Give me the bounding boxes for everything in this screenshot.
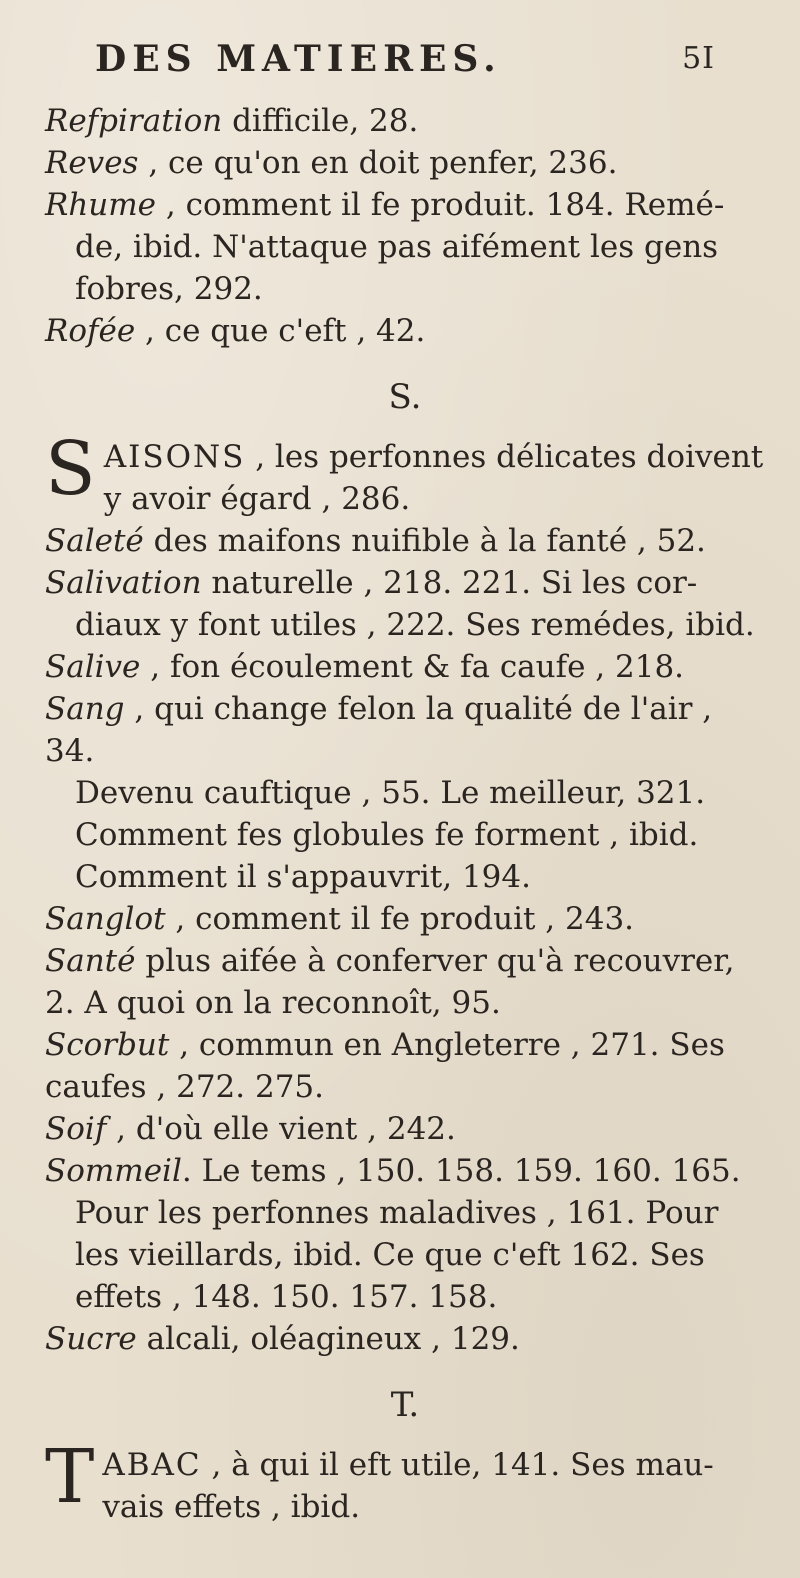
index-entry: [45, 940, 765, 1024]
index-entry: [45, 688, 765, 898]
entry-text: , qui change felon la qualité de l'air , 34.: [45, 691, 713, 769]
entry-continuation: Devenu cauftique , 55. Le meilleur, 321. Comment fes globules fe forment , ibid. Comment il s'appauvrit, 194.: [75, 775, 706, 895]
lead-word: ABAC: [102, 1447, 202, 1483]
entry-text: , ce qu'on en doit penfer, 236.: [138, 145, 618, 181]
index-entry: [45, 1024, 765, 1108]
header-title: DES MATIERES.: [95, 38, 502, 80]
entry-text: , les perfonnes délicates doivent: [245, 439, 764, 475]
entry-continuation: vais effets , ibid.: [102, 1489, 361, 1525]
entry-headword: Sang: [45, 691, 125, 727]
entry-continuation: y avoir égard , 286.: [103, 481, 411, 517]
index-entry: [45, 100, 765, 142]
entry-headword: Soif: [45, 1111, 107, 1147]
index-entry: [45, 520, 765, 562]
entry-text: , comment il fe produit , 243.: [165, 901, 635, 937]
entry-headword: Scorbut: [45, 1027, 170, 1063]
entry-headword: Reves: [45, 145, 139, 181]
drop-cap: T: [45, 1434, 95, 1520]
index-entry: [45, 898, 765, 940]
index-entry: [45, 1150, 765, 1318]
index-entry: [45, 184, 765, 310]
entry-text: , fon écoulement & fa caufe , 218.: [140, 649, 685, 685]
index-entry: [45, 1108, 765, 1150]
index-entry: [45, 562, 765, 646]
entry-headword: Salive: [45, 649, 141, 685]
entry-text: naturelle , 218. 221. Si les cor-: [201, 565, 698, 601]
index-entry: [45, 1318, 765, 1360]
section-letter-t: T.: [390, 1385, 420, 1425]
entry-text: plus aifée à conferver qu'à recouvrer, 2. A quoi on la reconnoît, 95.: [45, 943, 735, 1021]
entry-text: des maifons nuifible à la fanté , 52.: [143, 523, 706, 559]
index-entry: [45, 646, 765, 688]
index-body: [45, 100, 765, 1528]
entry-text: , d'où elle vient , 242.: [106, 1111, 456, 1147]
entry-continuation: diaux y font utiles , 222. Ses remédes, ibid.: [75, 607, 755, 643]
page-number: 5I: [682, 41, 715, 76]
drop-cap: S: [45, 426, 96, 512]
entry-text: . Le tems , 150. 158. 159. 160. 165.: [181, 1153, 741, 1189]
entry-headword: Saleté: [45, 523, 144, 559]
entry-headword: Sanglot: [45, 901, 166, 937]
entry-headword: Salivation: [45, 565, 202, 601]
entry-text: , ce que c'eft , 42.: [135, 313, 426, 349]
entry-headword: Sucre: [45, 1321, 137, 1357]
index-entry: [45, 142, 765, 184]
entry-headword: Refpiration: [45, 103, 223, 139]
section-letter-s: S.: [388, 377, 422, 417]
entry-text: , commun en Angleterre , 271. Ses caufes , 272. 275.: [45, 1027, 725, 1105]
entry-headword: Sommeil: [45, 1153, 182, 1189]
entry-headword: Rofée: [45, 313, 136, 349]
entry-continuation: de, ibid. N'attaque pas aifément les gens fobres, 292.: [75, 229, 719, 307]
index-entry: [45, 310, 765, 352]
running-header: [95, 38, 715, 81]
entry-text: difficile, 28.: [222, 103, 419, 139]
entry-text: alcali, oléagineux , 129.: [136, 1321, 520, 1357]
entry-text: , à qui il eft utile, 141. Ses mau-: [201, 1447, 714, 1483]
section-lead-entry: [45, 1434, 765, 1528]
lead-word: AISONS: [103, 439, 246, 475]
section-lead-entry: [45, 426, 765, 520]
entry-text: , comment il fe produit. 184. Remé-: [156, 187, 725, 223]
entry-headword: Santé: [45, 943, 136, 979]
entry-headword: Rhume: [45, 187, 157, 223]
entry-continuation: Pour les perfonnes maladives , 161. Pour les vieillards, ibid. Ce que c'eft 162. Ses effets , 148. 150. 157. 158.: [75, 1195, 719, 1315]
